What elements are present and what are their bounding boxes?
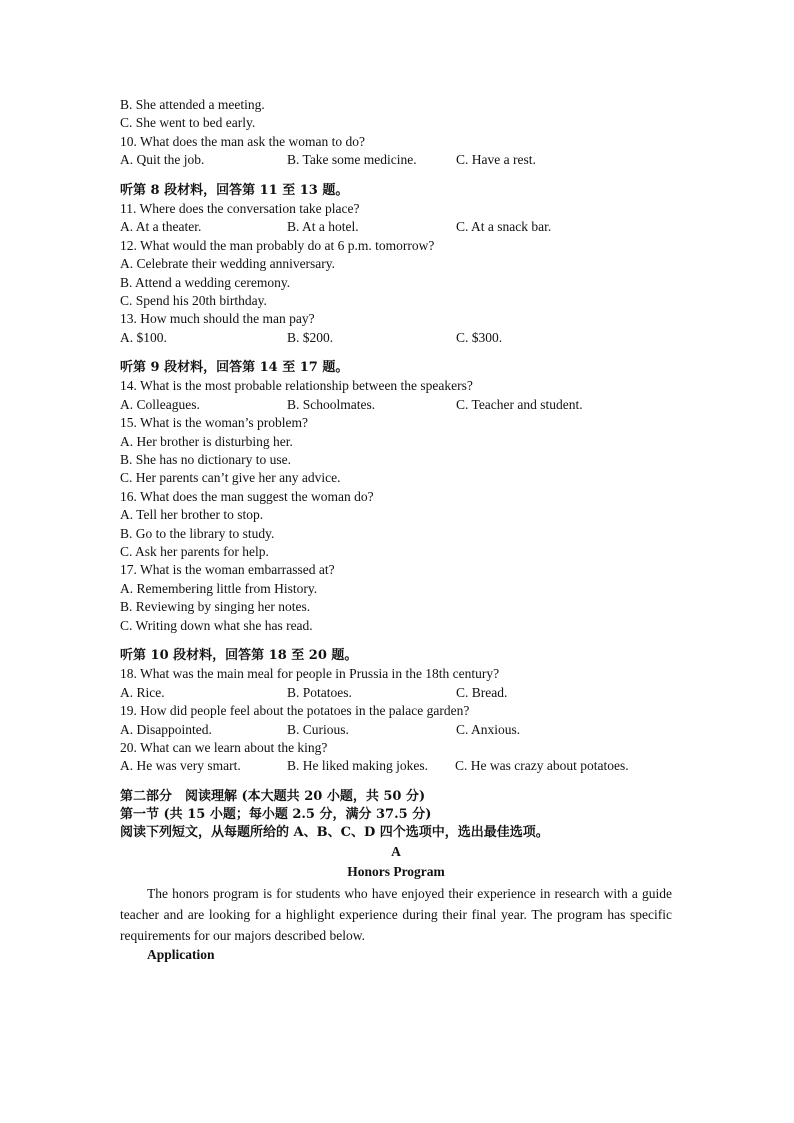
q14-options	[120, 396, 672, 414]
q17-stem: 17. What is the woman embarrassed at?	[120, 562, 335, 578]
q10-stem: 10. What does the man ask the woman to do?	[120, 133, 365, 149]
section-10-heading: 听第 10 段材料，回答第 18 至 20 题。	[120, 647, 358, 663]
q14-option-b: B. Schoolmates.	[287, 396, 376, 412]
q10-options	[120, 151, 672, 169]
q19-options	[120, 721, 672, 739]
q20-option-a: A. He was very smart.	[120, 758, 241, 774]
section-9-heading: 听第 9 段材料，回答第 14 至 17 题。	[120, 360, 349, 376]
section-8-heading: 听第 8 段材料，回答第 11 至 13 题。	[120, 182, 349, 198]
q18-option-c: C. Bread.	[456, 684, 508, 700]
q15-option-b: B. She has no dictionary to use.	[120, 452, 291, 468]
q14-stem: 14. What is the most probable relationship between the speakers?	[120, 378, 473, 394]
passage-paragraph-1: The honors program is for students who have enjoyed their experience in research with a guide teacher and are looking for a highlight experience during their final year. The program has specific requirements for our majors described below.	[120, 886, 672, 944]
q18-option-a: A. Rice.	[120, 684, 165, 700]
q12-option-c: C. Spend his 20th birthday.	[120, 292, 267, 308]
q13-stem: 13. How much should the man pay?	[120, 311, 315, 327]
q20-option-b: B. He liked making jokes.	[287, 758, 428, 774]
q17-option-a: A. Remembering little from History.	[120, 580, 318, 596]
q11-option-c: C. At a snack bar.	[456, 219, 552, 235]
q20-stem: 20. What can we learn about the king?	[120, 739, 328, 755]
part-2-instructions: 阅读下列短文，从每题所给的 A、B、C、D 四个选项中，选出最佳选项。	[120, 825, 549, 841]
q19-option-c: C. Anxious.	[456, 721, 521, 737]
page-content	[120, 96, 672, 965]
q16-stem: 16. What does the man suggest the woman do?	[120, 488, 374, 504]
q10-option-b: B. Take some medicine.	[287, 152, 417, 168]
q13-option-a: A. $100.	[120, 329, 167, 345]
q18-options	[120, 684, 672, 702]
q16-option-b: B. Go to the library to study.	[120, 525, 275, 541]
q12-option-b: B. Attend a wedding ceremony.	[120, 274, 291, 290]
q18-stem: 18. What was the main meal for people in Prussia in the 18th century?	[120, 666, 500, 682]
q14-option-a: A. Colleagues.	[120, 396, 200, 412]
q13-option-b: B. $200.	[287, 329, 334, 345]
q19-option-b: B. Curious.	[287, 721, 349, 737]
q10-option-c: C. Have a rest.	[456, 152, 536, 168]
q9-option-b: B. She attended a meeting.	[120, 97, 265, 112]
q11-stem: 11. Where does the conversation take place?	[120, 200, 360, 216]
q20-option-c: C. He was crazy about potatoes.	[455, 758, 629, 774]
q17-option-b: B. Reviewing by singing her notes.	[120, 599, 311, 615]
q12-option-a: A. Celebrate their wedding anniversary.	[120, 256, 336, 272]
passage-title: Honors Program	[347, 864, 445, 880]
q13-option-c: C. $300.	[456, 329, 503, 345]
q10-option-a: A. Quit the job.	[120, 152, 205, 168]
q13-options	[120, 329, 672, 347]
q12-stem: 12. What would the man probably do at 6 p.m. tomorrow?	[120, 237, 435, 253]
q17-option-c: C. Writing down what she has read.	[120, 617, 313, 633]
part-2-title: 第二部分 阅读理解 (本大题共 20 小题，共 50 分)	[120, 788, 426, 804]
q19-stem: 19. How did people feel about the potatoes in the palace garden?	[120, 703, 470, 719]
q19-option-a: A. Disappointed.	[120, 721, 212, 737]
q15-stem: 15. What is the woman’s problem?	[120, 415, 308, 431]
q15-option-c: C. Her parents can’t give her any advice.	[120, 470, 341, 486]
part-2-section-1: 第一节 (共 15 小题；每小题 2.5 分，满分 37.5 分)	[120, 807, 432, 823]
q11-option-a: A. At a theater.	[120, 219, 202, 235]
q11-option-b: B. At a hotel.	[287, 219, 359, 235]
passage-letter: A	[391, 843, 401, 859]
q14-option-c: C. Teacher and student.	[456, 396, 583, 412]
q15-option-a: A. Her brother is disturbing her.	[120, 433, 293, 449]
q20-options	[120, 757, 672, 775]
q9-option-c: C. She went to bed early.	[120, 115, 256, 131]
q11-options	[120, 218, 672, 236]
q16-option-a: A. Tell her brother to stop.	[120, 507, 264, 523]
passage-subheading: Application	[147, 947, 215, 963]
q16-option-c: C. Ask her parents for help.	[120, 543, 269, 559]
q18-option-b: B. Potatoes.	[287, 684, 352, 700]
